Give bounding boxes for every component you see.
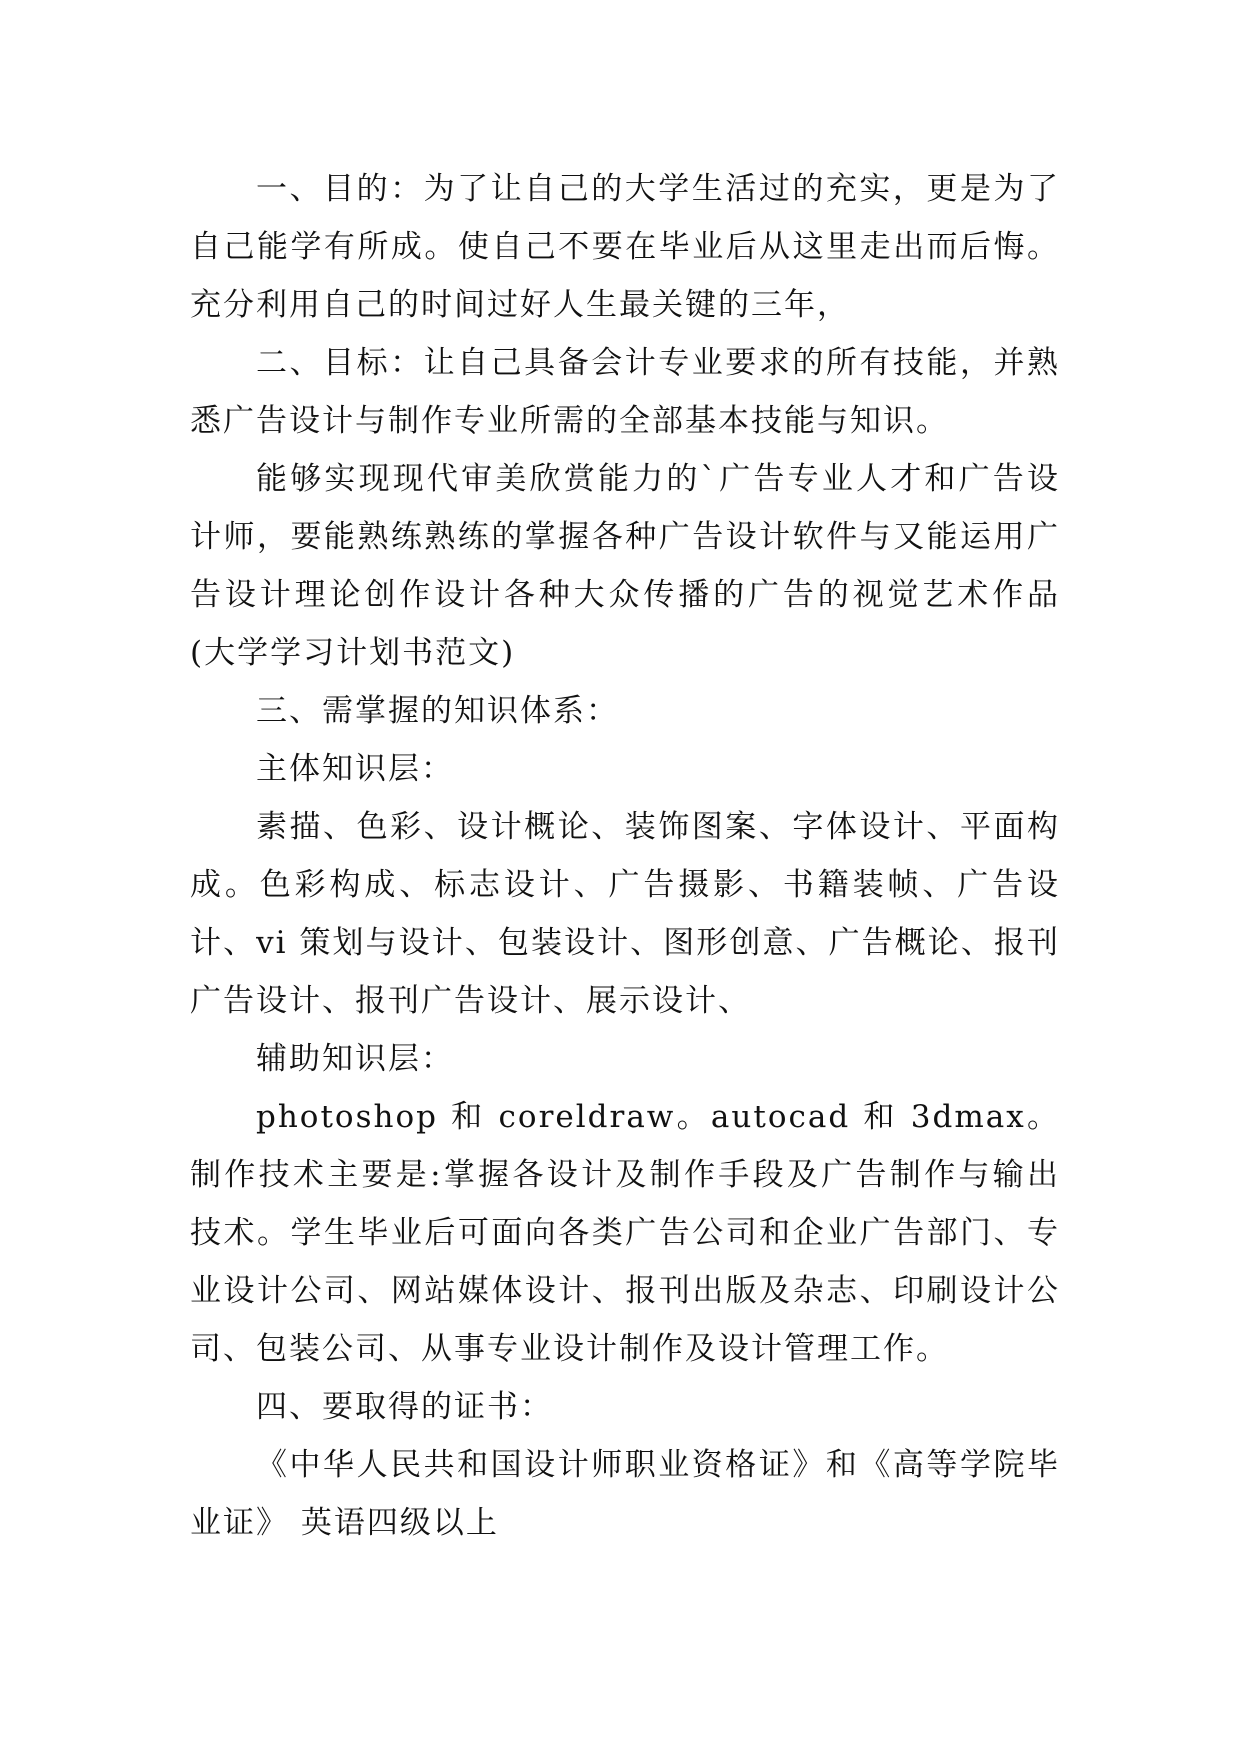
paragraph-aux-skills: photoshop 和 coreldraw。autocad 和 3dmax。制作技术主要是:掌握各设计及制作手段及广告制作与输出技术。学生毕业后可面向各类广告公司和企业广告部门、专业设计公司、网站媒体设计、报刊出版及杂志、印刷设计公司、包装公司、从事专业设计制作及设计管理工作。 bbox=[190, 1099, 1060, 1367]
document-body bbox=[190, 160, 1060, 1552]
heading-main-knowledge: 主体知识层： bbox=[256, 751, 454, 787]
paragraph-certificates: 《中华人民共和国设计师职业资格证》和《高等学院毕业证》 英语四级以上 bbox=[190, 1447, 1060, 1541]
paragraph-goal: 二、目标：让自己具备会计专业要求的所有技能，并熟悉广告设计与制作专业所需的全部基本技能与知识。 bbox=[190, 345, 1060, 439]
paragraph-talent: 能够实现现代审美欣赏能力的`广告专业人才和广告设计师，要能熟练熟练的掌握各种广告设计软件与又能运用广告设计理论创作设计各种大众传播的广告的视觉艺术作品(大学学习计划书范文) bbox=[190, 461, 1060, 671]
paragraph-main-courses: 素描、色彩、设计概论、装饰图案、字体设计、平面构成。色彩构成、标志设计、广告摄影、书籍装帧、广告设计、vi 策划与设计、包装设计、图形创意、广告概论、报刊广告设计、报刊广告设计、展示设计、 bbox=[190, 809, 1060, 1019]
heading-knowledge-system: 三、需掌握的知识体系： bbox=[256, 693, 619, 729]
paragraph-purpose: 一、目的：为了让自己的大学生活过的充实，更是为了自己能学有所成。使自己不要在毕业后从这里走出而后悔。充分利用自己的时间过好人生最关键的三年， bbox=[190, 171, 1060, 323]
heading-certificates: 四、要取得的证书： bbox=[256, 1389, 553, 1425]
heading-aux-knowledge: 辅助知识层： bbox=[256, 1041, 454, 1077]
